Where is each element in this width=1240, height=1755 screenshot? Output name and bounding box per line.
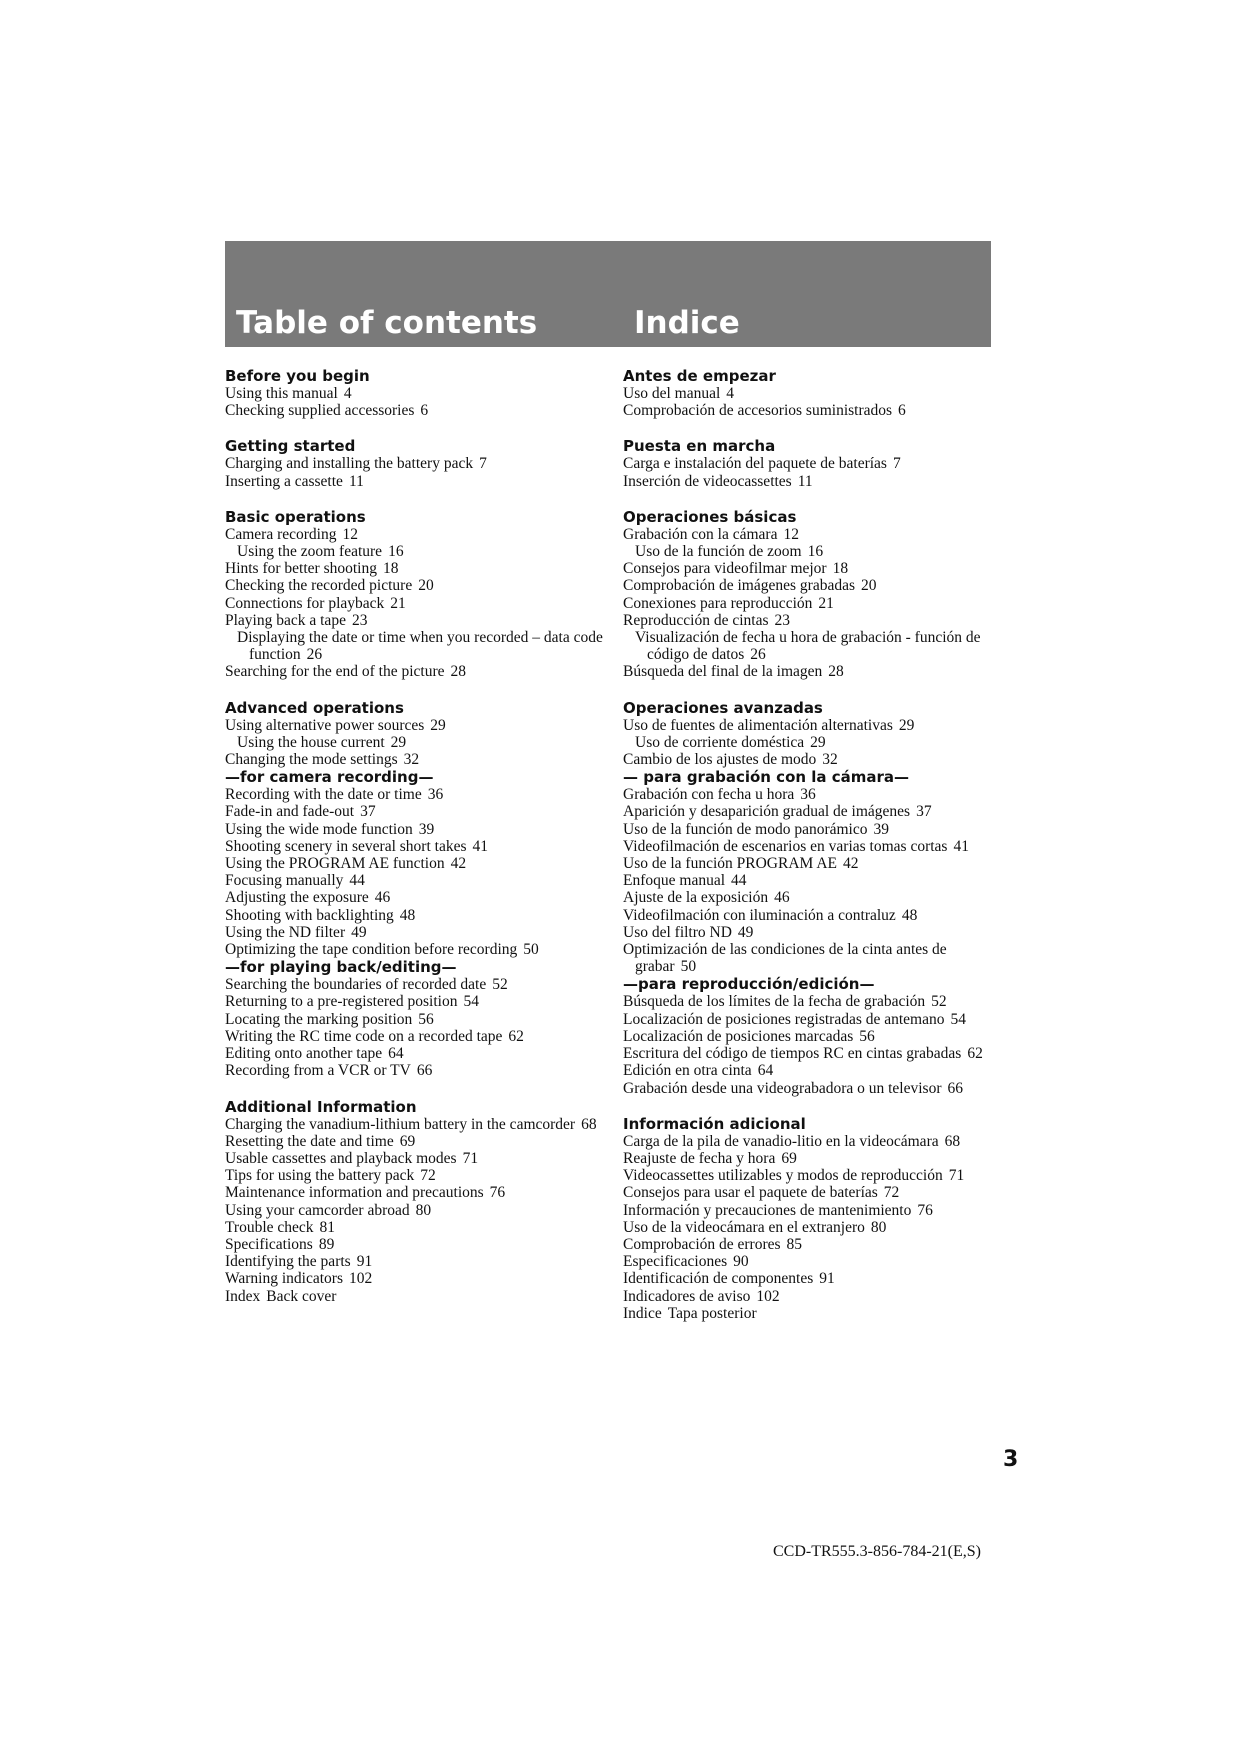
toc-entry [623,560,1003,577]
toc-entry [225,803,605,820]
toc-entry [623,1080,1003,1097]
toc-entry [623,577,1003,594]
toc-entry-page: 29 [390,733,407,751]
toc-entry-title: Locating the marking position [225,1010,413,1028]
toc-entry [225,855,605,872]
toc-entry-page: 46 [774,889,790,907]
toc-entry [225,786,605,803]
toc-entry-title: Conexiones para reproducción [623,594,813,612]
toc-entry-page: 18 [832,560,849,578]
toc-entry [623,1253,1003,1270]
section-heading: Before you begin [225,367,370,385]
toc-entry-page: 7 [892,455,901,473]
toc-entry-title: Using alternative power sources [225,716,425,734]
toc-entry-page: 48 [901,906,918,924]
toc-column-english [225,367,605,1323]
toc-entry-title: Returning to a pre-registered position [225,993,458,1011]
toc-entry-page: 89 [318,1235,335,1253]
toc-entry [623,543,1003,560]
toc-entry [623,1184,1003,1201]
toc-entry-page: 81 [319,1218,336,1236]
section-heading: Antes de empezar [623,367,776,385]
toc-entry [623,1062,1003,1079]
toc-entry-page: 68 [581,1115,597,1133]
toc-entry [623,1219,1003,1236]
toc-entry [225,1167,605,1184]
toc-entry-title: Tips for using the battery pack [225,1167,415,1185]
toc-section [623,508,1003,681]
toc-entry-title: Changing the mode settings [225,751,398,769]
toc-entry [225,577,605,594]
toc-entry-title: Using your camcorder abroad [225,1201,410,1219]
toc-entry-page: 68 [944,1132,961,1150]
toc-entry-title: Using the zoom feature [237,543,383,561]
toc-entry [225,1150,605,1167]
toc-entry-page: 18 [382,560,399,578]
toc-entry-title: Shooting with backlighting [225,906,394,924]
toc-entry-title: Uso de corriente doméstica [635,733,805,751]
toc-section [225,437,605,489]
section-heading: Información adicional [623,1114,806,1133]
toc-entry-title: Visualización de fecha u hora de grabación - función de código de datos [635,629,981,664]
toc-entry [623,941,1003,975]
toc-entry-page: 26 [306,646,323,664]
toc-entry-page: 21 [818,594,834,612]
toc-entry [225,838,605,855]
toc-entry-page: 46 [374,889,391,907]
toc-entry [225,1116,605,1133]
toc-entry-title: Videocassettes utilizables y modos de reproducción [623,1167,943,1185]
toc-entry-title: Using the house current [237,733,385,751]
toc-entry [225,821,605,838]
toc-entry-title: Charging the vanadium-lithium battery in the camcorder [225,1115,576,1133]
toc-entry-page: 32 [822,751,838,769]
toc-entry-title: Consejos para videofilmar mejor [623,560,827,578]
toc-entry-page: 11 [348,472,364,490]
toc-entry-title: Focusing manually [225,872,344,890]
toc-entry-page: 52 [492,976,508,994]
toc-entry [623,612,1003,629]
toc-entry-title: Maintenance information and precautions [225,1184,484,1202]
toc-entry [623,402,1003,419]
toc-entry [623,473,1003,490]
toc-entry-title: Carga de la pila de vanadio-litio en la videocámara [623,1132,939,1150]
toc-entry-title: Connections for playback [225,594,385,612]
toc-entry-title: Videofilmación con iluminación a contraluz [623,906,896,924]
toc-entry-page: 76 [917,1201,933,1219]
toc-entry [225,1184,605,1201]
toc-entry-page: 69 [781,1149,797,1167]
toc-subheading: —para reproducción/edición— [623,975,875,994]
toc-entry-title: Inserción de videocassettes [623,472,792,490]
toc-entry [623,872,1003,889]
toc-subheading: — para grabación con la cámara— [623,768,910,787]
toc-entry [225,455,605,472]
toc-entry-page: 12 [342,525,358,543]
toc-entry-title: Optimizing the tape condition before recording [225,941,518,959]
toc-entry-page: Tapa posterior [667,1304,757,1322]
toc-entry [623,526,1003,543]
toc-entry [225,543,605,560]
toc-entry-page: 50 [680,958,697,976]
toc-entry-title: Using the PROGRAM AE function [225,855,445,873]
section-heading: Additional Information [225,1097,417,1116]
toc-entry [623,663,1003,680]
toc-entry-title: Edición en otra cinta [623,1062,752,1080]
toc-column-spanish [623,367,1003,1340]
toc-entry-page: 16 [807,543,824,561]
toc-entry-page: 90 [733,1253,749,1271]
toc-section [225,1098,605,1305]
toc-entry [623,1236,1003,1253]
toc-entry-title: Using this manual [225,385,338,402]
toc-entry-title: Warning indicators [225,1270,343,1288]
toc-entry [225,976,605,993]
toc-entry-page: 37 [360,803,376,821]
toc-entry-page: 23 [351,611,368,629]
toc-entry-page: 6 [420,402,429,420]
toc-entry-page: 36 [800,786,816,804]
toc-entry-page: 48 [399,906,416,924]
toc-entry [623,595,1003,612]
toc-entry [225,717,605,734]
toc-entry [225,1045,605,1062]
toc-entry [623,803,1003,820]
toc-entry-page: Back cover [266,1287,337,1305]
toc-entry-page: 12 [783,525,799,543]
toc-entry-title: Identificación de componentes [623,1270,814,1288]
toc-entry-title: Grabación con fecha u hora [623,786,795,804]
toc-entry [623,786,1003,803]
toc-entry [225,560,605,577]
toc-entry-page: 80 [870,1218,887,1236]
toc-entry-page: 44 [731,872,747,890]
toc-section [225,367,605,419]
toc-entry-title: Identifying the parts [225,1253,351,1271]
toc-entry-title: Comprobación de accesorios suministrados [623,402,893,420]
toc-entry-page: 39 [873,820,889,838]
toc-entry-title: Información y precauciones de mantenimiento [623,1201,912,1219]
toc-entry-page: 54 [950,1010,966,1028]
toc-entry-page: 71 [462,1149,479,1167]
toc-entry-page: 76 [489,1184,506,1202]
toc-entry [225,1133,605,1150]
toc-entry [623,855,1003,872]
toc-entry-page: 91 [356,1253,373,1271]
toc-entry-title: Búsqueda de los límites de la fecha de grabación [623,993,926,1011]
toc-entry-title: Carga e instalación del paquete de baterías [623,455,887,473]
toc-entry-page: 56 [859,1027,875,1045]
toc-entry [623,1011,1003,1028]
toc-entry [623,1305,1003,1322]
section-heading: Puesta en marcha [623,437,776,456]
toc-entry-page: 72 [883,1184,900,1202]
toc-entry-title: Escritura del código de tiempos RC en cintas grabadas [623,1045,962,1063]
toc-entry-page: 28 [828,663,844,681]
toc-entry-page: 23 [774,611,790,629]
toc-entry [225,595,605,612]
toc-subheading: —for camera recording— [225,768,434,787]
toc-entry-page: 85 [786,1235,803,1253]
toc-entry [623,889,1003,906]
toc-entry-title: Uso de la función PROGRAM AE [623,855,837,873]
toc-entry [225,1236,605,1253]
toc-entry-title: Comprobación de imágenes grabadas [623,577,855,595]
toc-entry-title: Reajuste de fecha y hora [623,1149,776,1167]
toc-entry-page: 41 [953,837,969,855]
toc-entry-title: Localización de posiciones marcadas [623,1027,854,1045]
toc-entry-page: 102 [348,1270,373,1288]
toc-entry [225,473,605,490]
toc-entry-title: Localización de posiciones registradas de antemano [623,1010,945,1028]
toc-entry-title: Reproducción de cintas [623,611,769,629]
toc-entry-title: Index [225,1287,261,1305]
toc-section [623,437,1003,489]
toc-entry-title: Charging and installing the battery pack [225,455,474,473]
toc-entry-page: 91 [819,1270,835,1288]
section-heading: Getting started [225,437,356,456]
toc-entry [623,1167,1003,1184]
toc-entry-page: 44 [349,872,365,890]
toc-entry [623,993,1003,1010]
toc-entry-title: Searching the boundaries of recorded date [225,976,487,994]
section-heading: Operaciones avanzadas [623,698,823,717]
toc-entry-title: Camera recording [225,525,337,543]
toc-entry-title: Uso de la videocámara en el extranjero [623,1218,865,1236]
toc-entry-title: Grabación con la cámara [623,525,778,543]
toc-entry [225,663,605,680]
toc-entry [623,385,1003,402]
toc-entry-title: Uso de la función de modo panorámico [623,820,868,838]
toc-entry-title: Ajuste de la exposición [623,889,769,907]
toc-entry-page: 28 [450,663,466,681]
toc-entry-page: 42 [450,855,467,873]
toc-entry [623,1288,1003,1305]
toc-entry-title: Hints for better shooting [225,560,377,578]
toc-entry-page: 16 [388,543,404,561]
toc-entry-title: Writing the RC time code on a recorded tape [225,1027,503,1045]
toc-entry-page: 32 [403,751,420,769]
toc-entry-title: Grabación desde una videograbadora o un televisor [623,1079,942,1097]
toc-entry [225,629,605,663]
toc-entry-page: 49 [737,923,754,941]
toc-entry-page: 66 [416,1062,433,1080]
toc-entry [623,1150,1003,1167]
toc-entry [225,1062,605,1079]
toc-entry [623,629,1003,663]
toc-entry [623,1270,1003,1287]
toc-entry [225,402,605,419]
toc-entry [225,924,605,941]
toc-entry [623,821,1003,838]
toc-entry [225,1219,605,1236]
header-band [225,241,991,347]
toc-entry-title: Cambio de los ajustes de modo [623,751,817,769]
toc-entry-title: Using the wide mode function [225,820,413,838]
toc-entry [225,1011,605,1028]
toc-entry-page: 29 [898,716,915,734]
toc-entry-page: 64 [757,1062,774,1080]
toc-entry-title: Optimización de las condiciones de la cinta antes de grabar [623,941,947,976]
toc-entry [225,734,605,751]
toc-entry-page: 20 [418,577,434,595]
toc-entry-page: 29 [810,733,826,751]
toc-entry-page: 11 [797,472,813,490]
toc-entry-title: Displaying the date or time when you recorded – data code function [237,629,603,664]
toc-entry-page: 37 [916,803,932,821]
title-table-of-contents: Table of contents [236,305,538,341]
toc-entry-title: Searching for the end of the picture [225,663,445,681]
toc-entry [225,1270,605,1287]
toc-section [623,1115,1003,1322]
toc-entry-title: Comprobación de errores [623,1235,781,1253]
toc-entry-title: Checking the recorded picture [225,577,413,595]
toc-entry-page: 80 [415,1201,432,1219]
toc-entry-page: 66 [947,1079,963,1097]
toc-entry [225,526,605,543]
toc-entry [225,993,605,1010]
toc-entry [623,717,1003,734]
toc-entry [225,907,605,924]
toc-entry-title: Using the ND filter [225,923,346,941]
toc-entry-page: 56 [418,1010,434,1028]
toc-entry [225,889,605,906]
toc-entry-page: 62 [508,1027,524,1045]
toc-entry [225,1288,605,1305]
toc-entry-title: Playing back a tape [225,611,346,629]
toc-entry-title: Uso del manual [623,385,721,402]
toc-entry-title: Recording with the date or time [225,786,422,804]
toc-entry [623,924,1003,941]
toc-entry-page: 6 [898,402,906,420]
toc-entry-page: 49 [351,923,367,941]
title-indice: Indice [634,305,740,341]
toc-entry-title: Trouble check [225,1218,314,1236]
toc-entry [623,1028,1003,1045]
toc-entry-title: Videofilmación de escenarios en varias tomas cortas [623,837,948,855]
toc-entry-title: Checking supplied accessories [225,402,415,420]
toc-entry [225,872,605,889]
toc-entry [225,385,605,402]
toc-entry-page: 52 [931,993,947,1011]
toc-entry-page: 36 [427,786,444,804]
page-number: 3 [1003,1447,1019,1472]
toc-entry-page: 20 [861,577,877,595]
toc-entry-title: Aparición y desaparición gradual de imágenes [623,803,911,821]
toc-entry [225,612,605,629]
toc-entry-page: 21 [390,594,406,612]
toc-entry-title: Inserting a cassette [225,472,343,490]
toc-entry-page: 29 [430,716,446,734]
toc-entry-page: 72 [420,1167,436,1185]
toc-entry-title: Consejos para usar el paquete de baterías [623,1184,878,1202]
toc-entry-title: Uso de la función de zoom [635,543,802,561]
toc-entry-page: 26 [750,646,766,664]
toc-entry-title: Editing onto another tape [225,1045,383,1063]
toc-entry-title: Indice [623,1304,662,1322]
toc-entry [623,751,1003,768]
toc-entry-title: Specifications [225,1235,313,1253]
toc-entry [623,907,1003,924]
toc-entry-title: Usable cassettes and playback modes [225,1149,457,1167]
toc-section [225,508,605,681]
toc-entry-page: 41 [472,837,488,855]
toc-entry-title: Indicadores de aviso [623,1287,751,1305]
toc-section [225,699,605,1080]
toc-entry-page: 102 [756,1287,780,1305]
toc-entry-title: Shooting scenery in several short takes [225,837,467,855]
toc-entry-title: Especificaciones [623,1253,728,1271]
toc-entry [225,751,605,768]
toc-subheading: —for playing back/editing— [225,958,457,977]
toc-entry [225,941,605,958]
toc-entry [225,1028,605,1045]
toc-entry [623,734,1003,751]
section-heading: Operaciones básicas [623,507,797,526]
toc-entry-page: 42 [842,855,859,873]
section-heading: Basic operations [225,507,366,526]
toc-entry-title: Fade-in and fade-out [225,803,355,821]
toc-entry-title: Recording from a VCR or TV [225,1062,411,1080]
toc-entry-title: Adjusting the exposure [225,889,369,907]
toc-entry [623,455,1003,472]
toc-entry-page: 39 [418,820,435,838]
toc-entry-page: 54 [463,993,479,1011]
section-heading: Advanced operations [225,698,404,717]
toc-entry-title: Búsqueda del final de la imagen [623,663,823,681]
toc-entry-page: 50 [523,941,539,959]
toc-entry [225,1202,605,1219]
toc-section [623,699,1003,1097]
toc-entry [623,1202,1003,1219]
toc-entry [623,838,1003,855]
toc-entry [623,1045,1003,1062]
toc-entry-page: 7 [479,455,487,473]
toc-entry-title: Uso del filtro ND [623,923,732,941]
toc-entry [225,1253,605,1270]
toc-entry-page: 4 [343,385,352,402]
toc-entry-page: 71 [948,1167,965,1185]
toc-entry-page: 4 [726,385,735,402]
toc-entry-page: 62 [967,1045,983,1063]
toc-entry-page: 69 [399,1132,416,1150]
toc-entry-title: Resetting the date and time [225,1132,394,1150]
toc-entry-page: 64 [388,1045,404,1063]
toc-entry-title: Enfoque manual [623,872,726,890]
toc-section [623,367,1003,419]
toc-entry [623,1133,1003,1150]
toc-entry-title: Uso de fuentes de alimentación alternativas [623,716,893,734]
document-code: CCD-TR555.3-856-784-21(E,S) [773,1543,981,1560]
